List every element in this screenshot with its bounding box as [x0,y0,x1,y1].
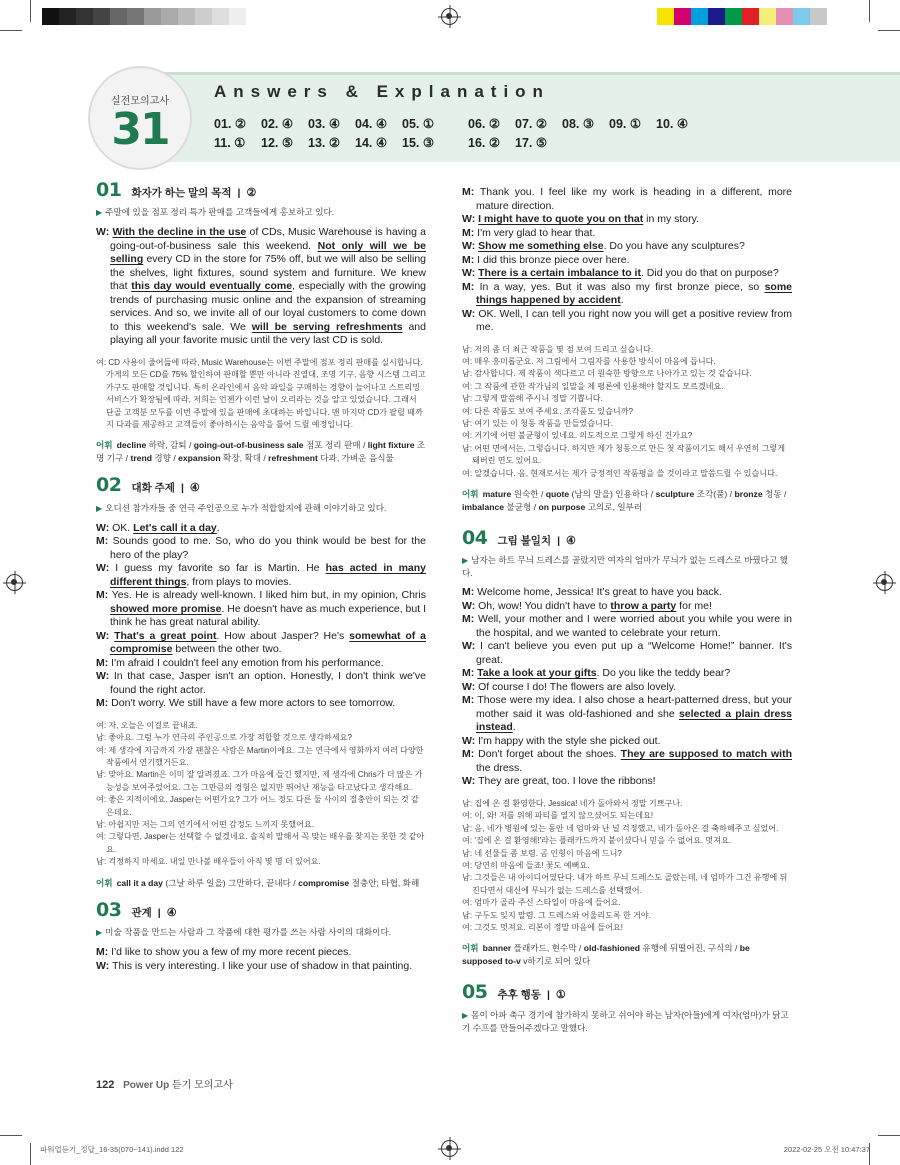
section-header [96,898,426,921]
dialogue-line [462,735,792,749]
dialogue-line [462,694,792,735]
translation-line: 여: 그것도 멋져요. 리본이 정말 마음에 들어요! [462,922,623,932]
vocab-term: refreshment [268,453,318,464]
separator: | [546,989,550,1002]
dialogue-line [462,308,792,335]
answer-item: 07. ② [515,117,548,131]
speaker-label: M: [462,226,478,239]
vocab-meaning: 유행에 뒤떨어진, 구식의 / [640,943,740,954]
speaker-label: W: [462,240,479,252]
dialogue-text: I'm afraid I couldn't feel any emotion from his performance. [111,656,384,669]
section-number: 03 [96,898,122,921]
key-phrase: will be serving refreshments [251,320,403,333]
dialogue-line [462,775,792,789]
dialogue-text: I can't believe you even put up a “Welcome Home!” banner. It's great. [476,640,792,666]
translation-line: 남: 네 선물들 좀 보렴. 곰 인형이 마음에 드니? [462,848,622,858]
script [96,226,426,348]
vocab-term: going-out-of-business sale [193,440,304,451]
vocab-term: compromise [298,877,350,888]
vocab-meaning: 경향 / [151,453,179,464]
dialogue-line [462,600,792,614]
vocab-meaning: 원숙한 / [511,488,546,499]
speaker-label: M: [462,748,479,761]
translation-line: 여: 이, 와! 저를 위해 파티를 열지 않으셨어도 되는데요! [462,811,654,821]
vocab-term: be supposed to-v [462,943,750,967]
speaker-label: M: [462,613,479,626]
dialogue-text: . [620,294,624,306]
section-answer: ② [246,187,257,199]
dialogue-text: in my story. [643,213,700,225]
dialogue-line [462,227,792,241]
dialogue-line [96,630,426,657]
vocab-meaning: 청동 / [762,488,787,499]
section-summary [96,926,426,939]
vocab-meaning: v하기로 되어 있다 [520,956,591,967]
dialogue-text: and playing all your favorite music until the very last CD is sold. [110,320,426,347]
speaker-label: W: [462,267,479,279]
section-title: 추후 행동 [497,989,541,1002]
section-03-continued [462,186,792,514]
translation-line: 남: 감사합니다. 제 작품이 색다르고 더 원숙한 방향으로 나아가고 있는 것 같습니다. [462,369,752,379]
vocab-term: imbalance [462,501,505,512]
test-number-badge [88,66,192,170]
dialogue-text: . Did you do that on purpose? [640,267,779,279]
vocab-term: call it a day [116,877,163,888]
dialogue-line [462,267,792,281]
section-02 [96,474,427,889]
vocab-label: 어휘 [96,877,113,888]
key-phrase: has acted in many different things [110,562,427,588]
vocab-term: mature [482,488,512,499]
dialogue-text: I guess my favorite so far is Martin. He [115,562,326,575]
key-phrase: showed more promise [110,602,222,615]
dialogue-text: of CDs, Music Warehouse is having a going-out-of-business sale this weekend. [110,226,426,252]
dialogue-line [96,946,426,960]
section-answer: ④ [166,906,177,919]
dialogue-text: Welcome home, Jessica! It's great to have you back. [477,586,722,599]
section-03 [96,898,426,973]
key-phrase: Take a look at your gifts [477,667,597,680]
speaker-label: W: [462,680,479,693]
translation-line: 여: 알겠습니다. 음, 현재로서는 제가 긍정적인 작품평을 쓸 것이라고 말씀드릴 수 있습니다. [462,468,778,478]
registration-mark-top [441,8,458,25]
vocab-term: expansion [178,453,221,464]
grey-calibration-bar [42,8,246,25]
dialogue-line [462,748,792,775]
vocab-meaning: 절충안; 타협, 화해 [349,877,420,888]
key-phrase: Show me something else [478,240,604,252]
dialogue-line [462,586,792,600]
dialogue-text: for me! [676,599,712,612]
speaker-label: W: [462,307,479,320]
section-01 [96,179,426,465]
translation-line: 남: 걱정하지 마세요. 내일 만나볼 배우들이 아직 몇 명 더 있어요. [96,857,321,867]
badge-number: 31 [111,104,169,155]
registration-mark-right [876,574,893,591]
registration-mark-bottom [441,1140,458,1157]
speaker-label: W: [96,226,113,239]
vocab-term: old-fashioned [583,943,641,954]
translation-line: 여: '집에 온 걸 환영해!'라는 플래카드까지 붙이셨다니 믿을 수 없어요. 멋져요. [462,836,732,846]
answer-item: 14. ④ [355,136,388,150]
dialogue-text: the dress. [476,761,523,774]
dialogue-text: I did this bronze piece over here. [477,253,630,266]
dialogue-line [96,589,426,630]
speaker-label: M: [96,946,112,959]
vocab-meaning: 플래카드, 현수막 / [511,943,584,954]
dialogue-line [96,697,426,711]
dialogue-text: I'm very glad to hear that. [477,226,596,239]
translation-line: 남: 집에 온 걸 환영한다, Jessica! 네가 돌아와서 정말 기쁘구나. [462,798,683,808]
page-footer [96,1076,233,1091]
vocab-meaning: 고의로, 일부러 [585,501,643,512]
translation-line: 여: 좋은 지적이에요. Jasper는 어떤가요? 그가 어느 정도 다른 둘 사이의 절충안이 되는 것 같은데요. [96,795,419,817]
translation-line: 남: 아쉽지만 저는 그의 연기에서 어떤 감정도 느끼지 못했어요. [96,820,314,829]
triangle-bullet-icon: ▶ [462,1010,469,1020]
key-phrase: this day would eventually come [131,280,293,293]
answer-item: 13. ② [308,136,341,150]
dialogue-line [462,613,792,640]
vocab-meaning: 하락, 감퇴 / [146,440,194,451]
speaker-label: W: [462,213,479,225]
vocabulary [462,488,792,514]
summary-text: 주말에 있을 점포 정리 특가 판매를 고객들에게 홍보하고 있다. [105,207,335,218]
vocab-meaning: (남의 말을) 인용하다 / [569,488,656,499]
translation-line: 여: 그렇다면, Jasper는 선택할 수 없겠네요. 솔직히 말해서 꼭 맞는 배우를 찾지는 못한 것 같아요. [96,832,425,854]
answer-item: 08. ③ [562,117,595,131]
dialogue-text: Well, your mother and I were worried about you while you were in the hospital, and we wanted to celebrate your return. [476,613,792,639]
timestamp-slug: 2022-02-25 오전 10:47:37 [783,1145,870,1154]
crop-mark [0,30,22,31]
translation-line: 여: 엄마가 골라 주신 스타일이 마음에 들어요. [462,898,621,908]
vocabulary [96,877,426,890]
dialogue-line [462,213,792,227]
dialogue-text: . How about Jasper? He's [216,629,350,642]
dialogue-line [96,960,426,974]
section-summary [96,206,426,219]
section-number: 01 [96,179,122,201]
vocab-label: 어휘 [462,943,479,954]
script [96,522,426,711]
separator: | [557,534,561,547]
crop-mark [30,1143,31,1165]
dialogue-text: , from plays to movies. [186,575,292,588]
dialogue-text: between the other two. [172,643,282,656]
vocab-meaning: 확장, 확대 / [220,453,269,464]
triangle-bullet-icon: ▶ [96,208,103,218]
crop-mark [869,0,870,22]
dialogue-text: OK. [112,521,134,534]
speaker-label: M: [462,586,478,599]
speaker-label: M: [462,253,478,266]
speaker-label: M: [96,656,112,669]
key-phrase: Not only will we be selling [110,239,426,266]
key-phrase: That's a great point [114,629,217,642]
translation-line: 남: 좋아요. 그럼 누가 연극의 주인공으로 가장 적합할 것으로 생각하세요? [96,733,352,743]
translation-line: 여: 제 생각에 지금까지 가장 괜찮은 사람은 Martin이에요. 그는 연극에서 영화까지 여러 다양한 작품에서 연기했거든요. [96,745,424,767]
dialogue-line [462,640,792,667]
left-column [96,179,427,987]
key-phrase: some things happened by accident [476,280,792,306]
dialogue-line [462,667,792,681]
key-phrase: somewhat of a compromise [110,629,426,656]
translation-line: 남: 저의 좀 더 최근 작품을 몇 점 보여 드리고 싶습니다. [462,344,654,354]
key-phrase: They are supposed to match with [620,748,792,761]
section-04 [462,526,793,968]
answer-item: 04. ④ [355,117,388,131]
crop-mark [0,1135,22,1136]
dialogue-text: Don't worry. We still have a few more actors to see tomorrow. [111,697,396,710]
translation-line: 여: CD 사용이 줄어듦에 따라, Music Warehouse는 이번 주말에 점포 정리 판매를 실시합니다. 가게의 모든 CD를 75% 할인하여 판매할 뿐만 아니라 진열대, 조명 기구, 음향 시스템 그리고 가구도 판매할 것입니다. 특히 온라인에서 음악 파일을 구매하는 경향이 늘어나고 스트리밍 서비스가 확장됨에 따라, 저희는 언젠가 이런 날이 오리라는 것을 알고 있었습니다. 그래서 단골 고객분 모두를 이번 주말에 있을 판매에 초대하는 바입니다. 맨 마지막 CD가 팔릴 때까지 다과를 제공하고 고객들이 좋아하시는 음악을 틀어 드릴 예정입니다. [96,357,426,429]
dialogue-line [462,681,792,695]
vocab-term: light fixture [367,440,415,451]
separator: | [180,482,184,495]
speaker-label: W: [96,562,116,575]
answer-item: 01. ② [214,117,247,131]
dialogue-line [96,226,426,348]
translation-line: 여: 당연히 마음에 들죠! 꽃도 예뻐요. [462,860,590,870]
korean-translation [96,357,426,431]
section-summary [462,1009,792,1034]
speaker-label: W: [462,775,479,788]
dialogue-text: Oh, wow! You didn't have to [478,599,611,612]
korean-translation [462,798,792,934]
dialogue-line [462,281,792,308]
answer-item: 09. ① [609,117,642,131]
script [96,946,426,973]
vocab-term: on purpose [538,501,586,512]
triangle-bullet-icon: ▶ [96,503,103,513]
vocab-term: bronze [734,488,763,499]
vocab-term: trend [130,453,152,464]
dialogue-line [96,535,426,562]
dialogue-text: . Do you have any sculptures? [603,240,745,252]
section-answer: ④ [189,482,200,495]
dialogue-text: This is very interesting. I like your use of shadow in that painting. [112,959,413,972]
speaker-label: W: [96,959,113,972]
section-title: 대화 주제 [131,482,175,495]
vocab-meaning: 조명 기구 / [96,440,426,464]
section-header [462,526,792,549]
separator: | [157,906,161,919]
answers-title: Answers & Explanation [214,82,550,101]
translation-line: 남: 그렇게 말씀해 주시니 정말 기쁩니다. [462,394,603,404]
speaker-label: M: [96,535,113,548]
dialogue-text: In a way, yes. But it was also my first bronze piece, so [479,280,765,293]
key-phrase: There is a certain imbalance to it [478,267,641,279]
badge-label: 실전모의고사 [111,96,169,107]
dialogue-text: Don't forget about the shoes. [478,748,621,761]
summary-text: 오디션 참가자들 중 연극 주인공으로 누가 적합할지에 관해 이야기하고 있다. [105,502,387,513]
file-slug: 파워업듣기_정답_16-35(070~141).indd 122 [40,1145,184,1154]
section-number: 02 [96,474,122,497]
section-number: 05 [462,981,488,1004]
key-phrase: Let's call it a day [133,521,217,534]
dialogue-text: Thank you. I feel like my work is heading in a different, more mature direction. [476,186,792,212]
dialogue-text: I'm happy with the style she picked out. [478,734,661,747]
dialogue-line [462,254,792,268]
dialogue-text: In that case, Jasper isn't an option. Honestly, I don't think we've found the right actor. [110,670,426,696]
speaker-label: W: [462,640,480,653]
translation-line: 남: 음, 네가 병원에 있는 동안 네 엄마와 난 널 걱정했고, 네가 돌아온 걸 축하해주고 싶었어. [462,823,779,833]
triangle-bullet-icon: ▶ [462,556,469,566]
section-header [96,474,426,497]
vocab-term: banner [482,943,512,954]
translation-line: 여: 그 작품에 관한 작가님의 일말을 제 평론에 인용해야 할지도 모르겠네요. [462,381,724,391]
vocab-term: quote [545,488,570,499]
korean-translation [96,720,426,869]
vocab-meaning: (그날 하루 일을) 그만하다, 끝내다 / [162,877,299,888]
answer-item: 16. ② [468,136,501,150]
page-number: 122 [96,1079,115,1091]
script [462,586,792,789]
dialogue-text: , especially with the growing trends of purchasing music online and the expansion of streaming services. And so, we invite all of our loyal customers to come down to this weekend's sale. We [110,280,426,333]
dialogue-text: Yes. He is already well-known. I liked him but, in my opinion, Chris [111,589,426,602]
answer-item: 10. ④ [656,117,689,131]
crop-mark [878,1135,900,1136]
registration-mark-left [6,574,23,591]
right-column [462,186,792,1048]
vocab-label: 어휘 [462,488,479,499]
speaker-label: W: [96,521,113,534]
translation-line: 여: 다른 작품도 보여 주세요. 조각품도 있습니까? [462,406,634,416]
dialogue-line [96,670,426,697]
speaker-label: W: [96,670,114,683]
dialogue-line [96,562,426,589]
vocab-term: decline [116,440,147,451]
dialogue-text: Of course I do! The flowers are also lovely. [478,680,677,693]
dialogue-line [96,522,426,536]
section-header [462,981,792,1004]
summary-text: 미술 작품을 만드는 사람과 그 작품에 대한 평가를 쓰는 사람 사이의 대화이다. [105,927,392,938]
dialogue-text: I'd like to show you a few of my more recent pieces. [111,946,352,959]
book-subtitle: 듣기 모의고사 [172,1080,233,1091]
speaker-label: M: [462,694,478,707]
dialogue-line [96,657,426,671]
triangle-bullet-icon: ▶ [96,928,103,938]
crop-mark [878,30,900,31]
section-number: 04 [462,526,488,549]
answer-item: 05. ① [402,117,435,131]
book-title: Power Up [123,1080,170,1091]
section-title: 화자가 하는 말의 목적 [131,187,232,199]
vocabulary [96,439,426,465]
section-summary [96,502,426,515]
dialogue-text: Sounds good to me. So, who do you think would be best for the hero of the play? [110,535,426,561]
dialogue-text: . He doesn't have as much experience, but I think he has great natural ability. [110,602,426,629]
separator: | [237,187,241,199]
section-header [96,179,426,201]
section-answer: ④ [566,534,576,547]
section-summary [462,554,792,579]
answer-item: 02. ④ [261,117,294,131]
dialogue-text: Those were my idea. I also chose a heart-patterned dress, but your mother said it was old-fashioned and she [476,694,793,720]
vocab-meaning: 점포 정리 판매 / [303,440,368,451]
translation-line: 남: 구두도 잊지 말렴. 그 드레스와 어울리도록 한 거야. [462,910,651,920]
vocab-meaning: 불균형 / [504,501,539,512]
speaker-label: M: [462,280,480,293]
korean-translation [462,344,792,480]
vocab-meaning: 다과, 가벼운 음식물 [317,453,394,464]
speaker-label: W: [462,599,479,612]
key-phrase: selected a plain dress instead [476,707,792,734]
vocabulary [462,942,792,968]
answer-item: 06. ② [468,117,501,131]
key-phrase: throw a party [610,599,677,612]
color-calibration-bar [657,8,827,25]
key-phrase: I might have to quote you on that [478,213,644,225]
speaker-label: M: [96,697,112,710]
dialogue-text: . Do you like the teddy bear? [596,667,731,680]
speaker-label: M: [462,667,478,680]
answer-item: 15. ③ [402,136,435,150]
summary-text: 남자는 하트 무늬 드레스를 골랐지만 여자의 엄마가 무늬가 없는 드레스로 바꿨다고 했다. [462,555,788,579]
translation-line: 여: 거기에 어떤 불균형이 있네요. 의도적으로 그렇게 하신 건가요? [462,431,693,441]
translation-line: 남: 여기 있는 이 청동 작품을 만들었습니다. [462,418,613,428]
vocab-meaning: 조각(품) / [694,488,735,499]
section-title: 관계 [131,906,152,919]
section-05 [462,981,792,1033]
section-title: 그림 불일치 [497,534,552,547]
vocab-label: 어휘 [96,440,113,451]
speaker-label: W: [96,629,115,642]
speaker-label: M: [96,589,112,602]
speaker-label: W: [462,734,479,747]
dialogue-text: . [216,521,220,534]
dialogue-text: . [512,721,516,734]
dialogue-text: OK. Well, I can tell you right now you will get a positive review from me. [476,307,792,333]
answer-item: 03. ④ [308,117,341,131]
summary-text: 몸이 아파 축구 경기에 참가하지 못하고 쉬어야 하는 남자(아들)에게 여자(엄마)가 닭고기 수프를 만들어주겠다고 말했다. [462,1009,789,1033]
translation-line: 여: 자, 오늘은 이걸로 끝내죠. [96,720,198,730]
section-answer: ① [555,989,566,1002]
dialogue-text: They are great, too. I love the ribbons! [478,775,656,788]
answer-item: 11. ① [214,136,246,150]
dialogue-text: every CD in the store for 75% off, but we will also be selling the shelves, light fixtures, sound system and furniture. We knew that [110,253,426,293]
key-phrase: With the decline in the use [112,226,247,239]
crop-mark [30,0,31,22]
script [462,186,792,335]
answer-item: 12. ⑤ [261,136,294,150]
translation-line: 남: 그것들은 내 아이디어였단다. 내가 하트 무늬 드레스도 골랐는데, 네 엄마가 그건 유행에 뒤진다면서 대신에 무늬가 없는 드레스를 선택했어. [462,873,788,895]
translation-line: 남: 어떤 면에서는, 그렇습니다. 하지만 제가 청동으로 만든 첫 작품이기도 해서 우연히 그렇게 돼버린 면도 있어요. [462,443,786,466]
answer-item: 17. ⑤ [515,136,548,150]
vocab-term: sculpture [655,488,695,499]
speaker-label: M: [462,186,480,198]
translation-line: 남: 맞아요. Martin은 이미 잘 알려졌죠. 그가 마음에 들긴 했지만, 제 생각에 Chris가 더 많은 가능성을 보여주었어요. 그는 그만큼의 경험은 없지만 뛰어난 재능을 타고났다고 생각해요. [96,770,423,792]
translation-line: 여: 매우 흥미롭군요. 저 그림에서 그림자를 사용한 방식이 마음에 듭니다. [462,356,716,366]
dialogue-line [462,240,792,254]
dialogue-line [462,186,792,213]
header-band-top [130,72,900,75]
